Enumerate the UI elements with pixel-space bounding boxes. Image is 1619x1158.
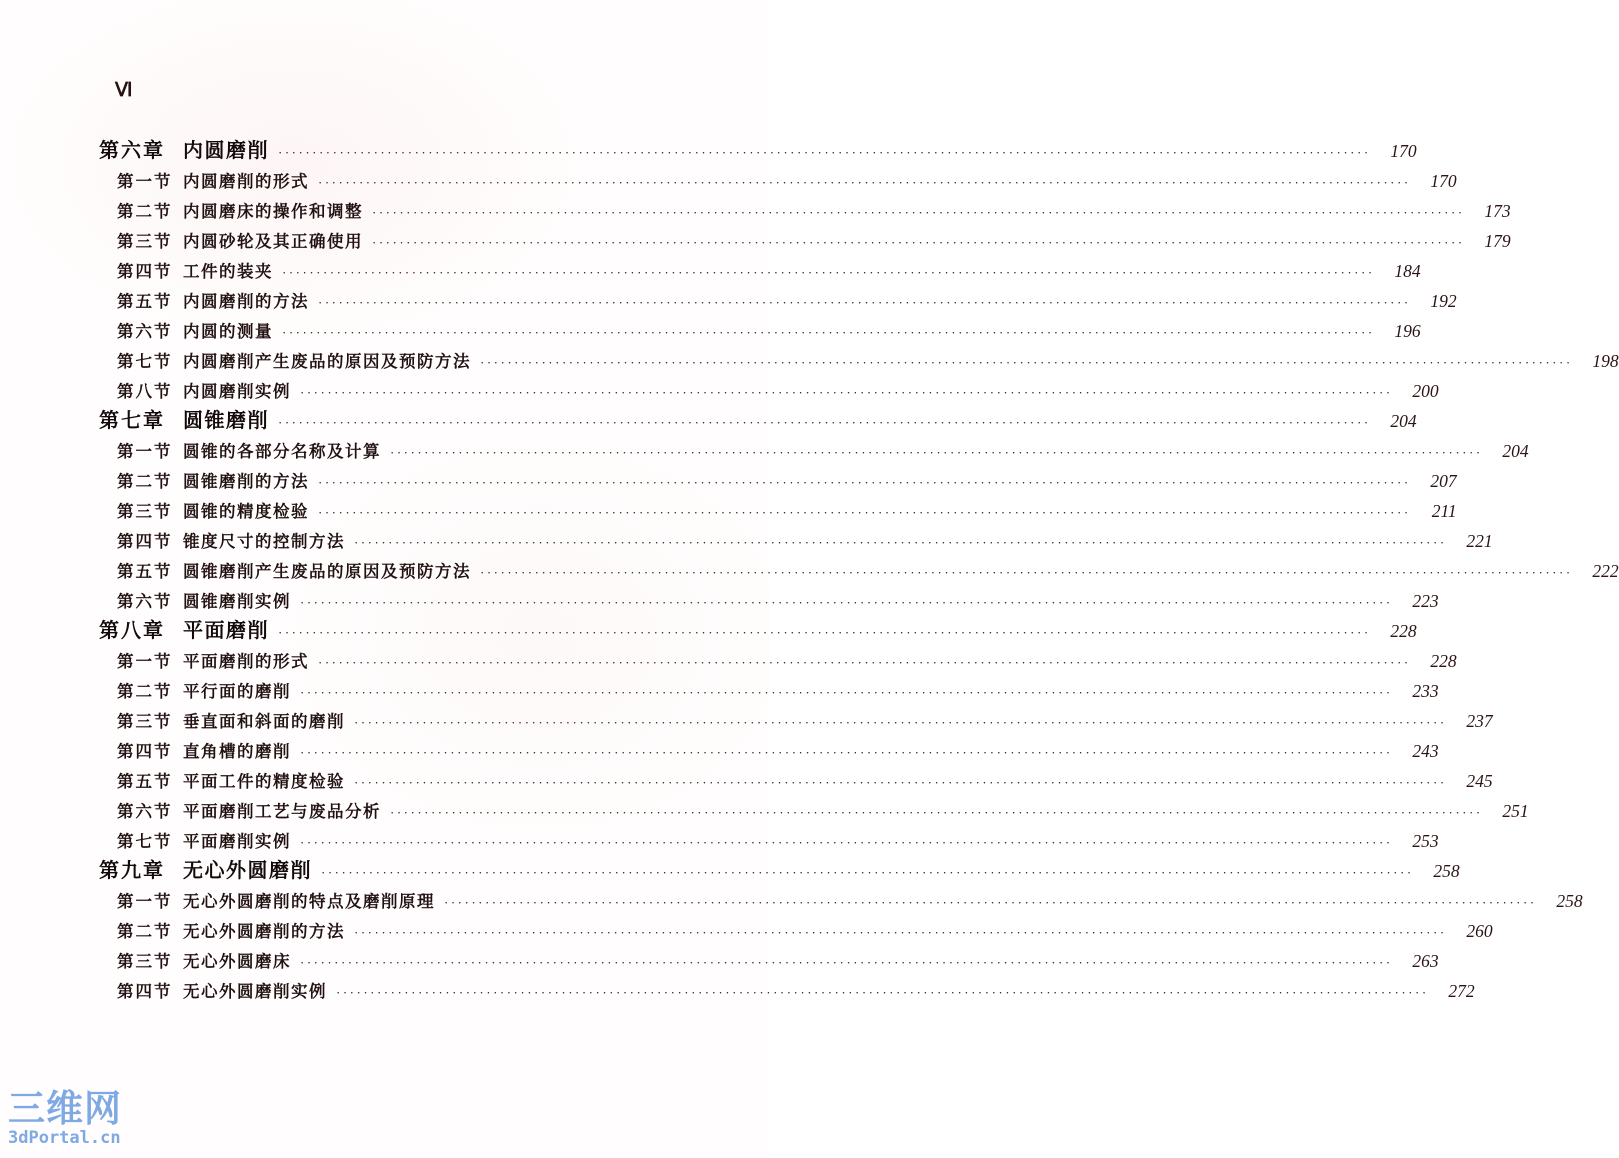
section-title: 圆锥磨削实例 — [183, 592, 291, 611]
dot-leader: ································································································································································ — [300, 595, 1393, 610]
dot-leader: ································································································································································ — [318, 655, 1411, 670]
section-title: 内圆磨削实例 — [183, 382, 291, 401]
section-label: 第五节 — [117, 562, 173, 581]
section-page-number: 170 — [1430, 171, 1457, 191]
section-label: 第三节 — [117, 952, 173, 971]
dot-leader: ································································································································································ — [372, 235, 1465, 250]
toc-section-row — [99, 736, 1439, 766]
section-title: 内圆的测量 — [183, 322, 273, 341]
dot-leader: ································································································································································ — [480, 355, 1573, 370]
chapter-label: 第八章 — [99, 620, 165, 642]
dot-leader: ································································································································································ — [282, 325, 1375, 340]
section-title: 圆锥的精度检验 — [183, 502, 309, 521]
section-page-number: 222 — [1592, 561, 1619, 581]
section-page-number: 179 — [1484, 231, 1511, 251]
dot-leader: ································································································································································ — [300, 685, 1393, 700]
watermark — [8, 1087, 122, 1148]
section-label: 第五节 — [117, 772, 173, 791]
dot-leader: ································································································································································ — [390, 445, 1483, 460]
chapter-title: 圆锥磨削 — [183, 410, 269, 432]
section-label: 第二节 — [117, 472, 173, 491]
dot-leader: ································································································································································ — [318, 505, 1411, 520]
section-page-number: 221 — [1466, 531, 1493, 551]
toc-list — [99, 136, 1619, 1006]
section-title: 无心外圆磨削的特点及磨削原理 — [183, 892, 435, 911]
section-title: 无心外圆磨床 — [183, 952, 291, 971]
toc-section-row — [99, 646, 1457, 676]
toc-section-row — [99, 976, 1475, 1006]
section-label: 第二节 — [117, 922, 173, 941]
dot-leader: ································································································································································ — [318, 295, 1411, 310]
section-page-number: 260 — [1466, 921, 1493, 941]
dot-leader: ································································································································································ — [444, 895, 1537, 910]
section-label: 第三节 — [117, 502, 173, 521]
dot-leader: ································································································································································ — [354, 925, 1447, 940]
section-page-number: 223 — [1412, 591, 1439, 611]
toc-section-row — [99, 706, 1493, 736]
section-title: 内圆磨削的形式 — [183, 172, 309, 191]
section-title: 平面工件的精度检验 — [183, 772, 345, 791]
chapter-label: 第七章 — [99, 410, 165, 432]
chapter-page-number: 170 — [1390, 141, 1417, 161]
section-page-number: 173 — [1484, 201, 1511, 221]
toc-chapter-row — [99, 136, 1417, 166]
watermark-site-url: 3dPortal.cn — [8, 1128, 121, 1148]
section-page-number: 184 — [1394, 261, 1421, 281]
toc-section-row — [99, 256, 1421, 286]
section-page-number: 211 — [1431, 501, 1457, 521]
section-label: 第五节 — [117, 292, 173, 311]
section-label: 第七节 — [117, 832, 173, 851]
dot-leader: ································································································································································ — [300, 955, 1393, 970]
section-page-number: 192 — [1430, 291, 1457, 311]
section-title: 无心外圆磨削实例 — [183, 982, 327, 1001]
section-label: 第一节 — [117, 652, 173, 671]
toc-section-row — [99, 796, 1529, 826]
chapter-title: 无心外圆磨削 — [183, 860, 312, 882]
chapter-page-number: 258 — [1433, 861, 1460, 881]
section-label: 第二节 — [117, 682, 173, 701]
dot-leader: ································································································································································ — [321, 865, 1414, 880]
section-label: 第八节 — [117, 382, 173, 401]
section-page-number: 263 — [1412, 951, 1439, 971]
toc-section-row — [99, 496, 1457, 526]
dot-leader: ································································································································································ — [480, 565, 1573, 580]
toc-chapter-row — [99, 616, 1417, 646]
toc-section-row — [99, 436, 1529, 466]
section-page-number: 243 — [1412, 741, 1439, 761]
section-title: 无心外圆磨削的方法 — [183, 922, 345, 941]
section-label: 第二节 — [117, 202, 173, 221]
section-page-number: 204 — [1502, 441, 1529, 461]
section-label: 第三节 — [117, 232, 173, 251]
chapter-label: 第九章 — [99, 860, 165, 882]
section-page-number: 233 — [1412, 681, 1439, 701]
chapter-page-number: 204 — [1390, 411, 1417, 431]
section-page-number: 251 — [1502, 801, 1529, 821]
toc-section-row — [99, 946, 1439, 976]
dot-leader: ································································································································································ — [300, 745, 1393, 760]
dot-leader: ································································································································································ — [354, 775, 1447, 790]
chapter-label: 第六章 — [99, 140, 165, 162]
toc-section-row — [99, 886, 1583, 916]
section-label: 第四节 — [117, 262, 173, 281]
dot-leader: ································································································································································ — [282, 265, 1375, 280]
toc-section-row — [99, 466, 1457, 496]
section-title: 直角槽的磨削 — [183, 742, 291, 761]
section-title: 内圆磨削产生废品的原因及预防方法 — [183, 352, 471, 371]
section-page-number: 196 — [1394, 321, 1421, 341]
section-title: 内圆砂轮及其正确使用 — [183, 232, 363, 251]
section-label: 第一节 — [117, 442, 173, 461]
folio-page-number: Ⅵ — [115, 80, 133, 101]
section-page-number: 200 — [1412, 381, 1439, 401]
toc-section-row — [99, 556, 1619, 586]
toc-section-row — [99, 526, 1493, 556]
section-label: 第一节 — [117, 172, 173, 191]
section-title: 圆锥磨削产生废品的原因及预防方法 — [183, 562, 471, 581]
section-title: 垂直面和斜面的磨削 — [183, 712, 345, 731]
toc-section-row — [99, 346, 1619, 376]
dot-leader: ································································································································································ — [372, 205, 1465, 220]
dot-leader: ································································································································································ — [354, 715, 1447, 730]
toc-section-row — [99, 586, 1439, 616]
dot-leader: ································································································································································ — [336, 985, 1429, 1000]
chapter-title: 平面磨削 — [183, 620, 269, 642]
section-label: 第六节 — [117, 592, 173, 611]
section-label: 第三节 — [117, 712, 173, 731]
section-label: 第四节 — [117, 742, 173, 761]
toc-section-row — [99, 916, 1493, 946]
toc-chapter-row — [99, 406, 1417, 436]
dot-leader: ································································································································································ — [390, 805, 1483, 820]
dot-leader: ································································································································································ — [300, 835, 1393, 850]
toc-section-row — [99, 316, 1421, 346]
section-title: 锥度尺寸的控制方法 — [183, 532, 345, 551]
section-label: 第四节 — [117, 982, 173, 1001]
section-page-number: 272 — [1448, 981, 1475, 1001]
section-title: 圆锥的各部分名称及计算 — [183, 442, 381, 461]
section-page-number: 258 — [1556, 891, 1583, 911]
section-page-number: 198 — [1592, 351, 1619, 371]
toc-section-row — [99, 286, 1457, 316]
dot-leader: ································································································································································ — [278, 415, 1371, 430]
section-page-number: 207 — [1430, 471, 1457, 491]
toc-section-row — [99, 166, 1457, 196]
dot-leader: ································································································································································ — [318, 475, 1411, 490]
toc-chapter-row — [99, 856, 1460, 886]
section-title: 平面磨削工艺与废品分析 — [183, 802, 381, 821]
toc-section-row — [99, 826, 1439, 856]
dot-leader: ································································································································································ — [278, 145, 1371, 160]
section-page-number: 237 — [1466, 711, 1493, 731]
toc-section-row — [99, 376, 1439, 406]
section-page-number: 253 — [1412, 831, 1439, 851]
dot-leader: ································································································································································ — [300, 385, 1393, 400]
section-title: 内圆磨床的操作和调整 — [183, 202, 363, 221]
section-label: 第六节 — [117, 802, 173, 821]
toc-section-row — [99, 676, 1439, 706]
toc-section-row — [99, 226, 1511, 256]
section-page-number: 228 — [1430, 651, 1457, 671]
section-label: 第四节 — [117, 532, 173, 551]
toc-section-row — [99, 766, 1493, 796]
section-title: 平行面的磨削 — [183, 682, 291, 701]
section-title: 内圆磨削的方法 — [183, 292, 309, 311]
section-title: 平面磨削实例 — [183, 832, 291, 851]
watermark-site-name: 三维网 — [8, 1087, 122, 1130]
section-label: 第六节 — [117, 322, 173, 341]
chapter-page-number: 228 — [1390, 621, 1417, 641]
dot-leader: ································································································································································ — [278, 625, 1371, 640]
dot-leader: ································································································································································ — [354, 535, 1447, 550]
section-title: 工件的装夹 — [183, 262, 273, 281]
section-label: 第一节 — [117, 892, 173, 911]
section-title: 圆锥磨削的方法 — [183, 472, 309, 491]
section-label: 第七节 — [117, 352, 173, 371]
chapter-title: 内圆磨削 — [183, 140, 269, 162]
dot-leader: ································································································································································ — [318, 175, 1411, 190]
toc-section-row — [99, 196, 1511, 226]
section-title: 平面磨削的形式 — [183, 652, 309, 671]
section-page-number: 245 — [1466, 771, 1493, 791]
